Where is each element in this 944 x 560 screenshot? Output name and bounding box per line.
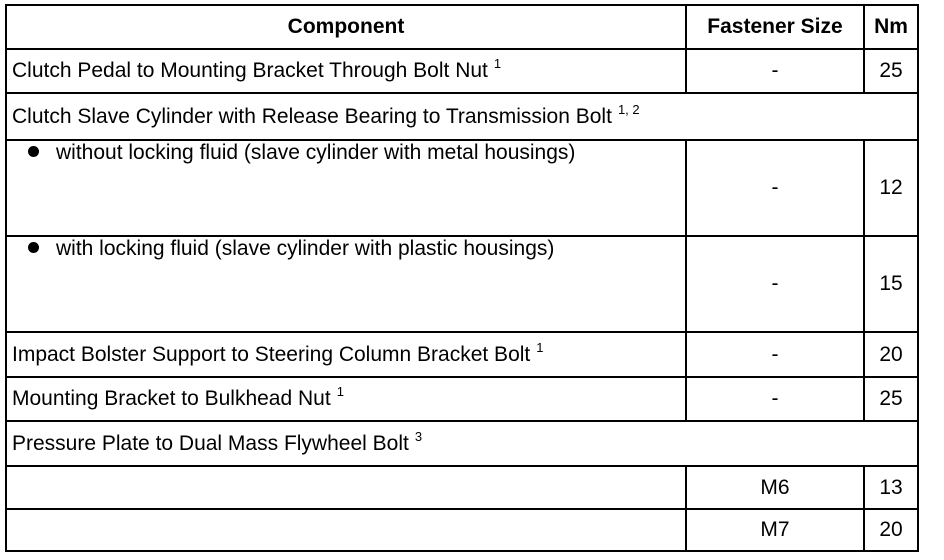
component-cell — [6, 93, 918, 140]
bullet-icon — [28, 146, 39, 157]
component-text: Clutch Pedal to Mounting Bracket Through Bolt Nut — [12, 59, 488, 82]
component-cell — [6, 332, 686, 377]
table-row — [6, 509, 918, 551]
footnote-ref: 1 — [336, 384, 344, 399]
table-row — [6, 93, 918, 140]
fastener-size-cell: M7 — [686, 509, 864, 551]
component-text: Mounting Bracket to Bulkhead Nut — [12, 387, 331, 410]
header-row — [6, 5, 918, 49]
component-cell — [6, 140, 686, 236]
footnote-ref: 3 — [414, 428, 423, 444]
component-cell — [6, 236, 686, 332]
table-row — [6, 332, 918, 377]
nm-cell: 25 — [864, 49, 918, 93]
component-text: with locking fluid (slave cylinder with plastic housings) — [56, 237, 555, 260]
fastener-size-cell: - — [686, 377, 864, 421]
bullet-item — [12, 141, 575, 165]
table-row — [6, 140, 918, 236]
component-cell — [6, 49, 686, 93]
nm-cell: 20 — [864, 509, 918, 551]
nm-cell: 25 — [864, 377, 918, 421]
component-cell — [6, 377, 686, 421]
header-nm: Nm — [864, 5, 918, 49]
table-row — [6, 377, 918, 421]
table-row — [6, 421, 918, 466]
footnote-ref: 1, 2 — [617, 101, 640, 117]
nm-cell: 13 — [864, 466, 918, 509]
torque-spec-table — [5, 4, 919, 552]
fastener-size-cell: - — [686, 332, 864, 377]
table-row — [6, 49, 918, 93]
nm-cell: 20 — [864, 332, 918, 377]
component-text: Pressure Plate to Dual Mass Flywheel Bolt — [12, 431, 409, 455]
table-row — [6, 236, 918, 332]
fastener-size-cell: - — [686, 140, 864, 236]
component-cell — [6, 466, 686, 509]
fastener-size-cell: M6 — [686, 466, 864, 509]
header-fastener-size: Fastener Size — [686, 5, 864, 49]
nm-cell: 12 — [864, 140, 918, 236]
bullet-item — [12, 237, 554, 261]
header-component: Component — [6, 5, 686, 49]
fastener-size-cell: - — [686, 49, 864, 93]
component-cell — [6, 509, 686, 551]
nm-cell: 15 — [864, 236, 918, 332]
component-text: without locking fluid (slave cylinder with metal housings) — [56, 141, 576, 164]
component-text: Clutch Slave Cylinder with Release Bearing to Transmission Bolt — [12, 104, 612, 128]
component-cell — [6, 421, 918, 466]
bullet-icon — [28, 242, 39, 253]
footnote-ref: 1 — [536, 339, 544, 355]
fastener-size-cell: - — [686, 236, 864, 332]
footnote-ref: 1 — [493, 56, 502, 71]
component-text: Impact Bolster Support to Steering Column Bracket Bolt — [12, 342, 531, 366]
table-row — [6, 466, 918, 509]
